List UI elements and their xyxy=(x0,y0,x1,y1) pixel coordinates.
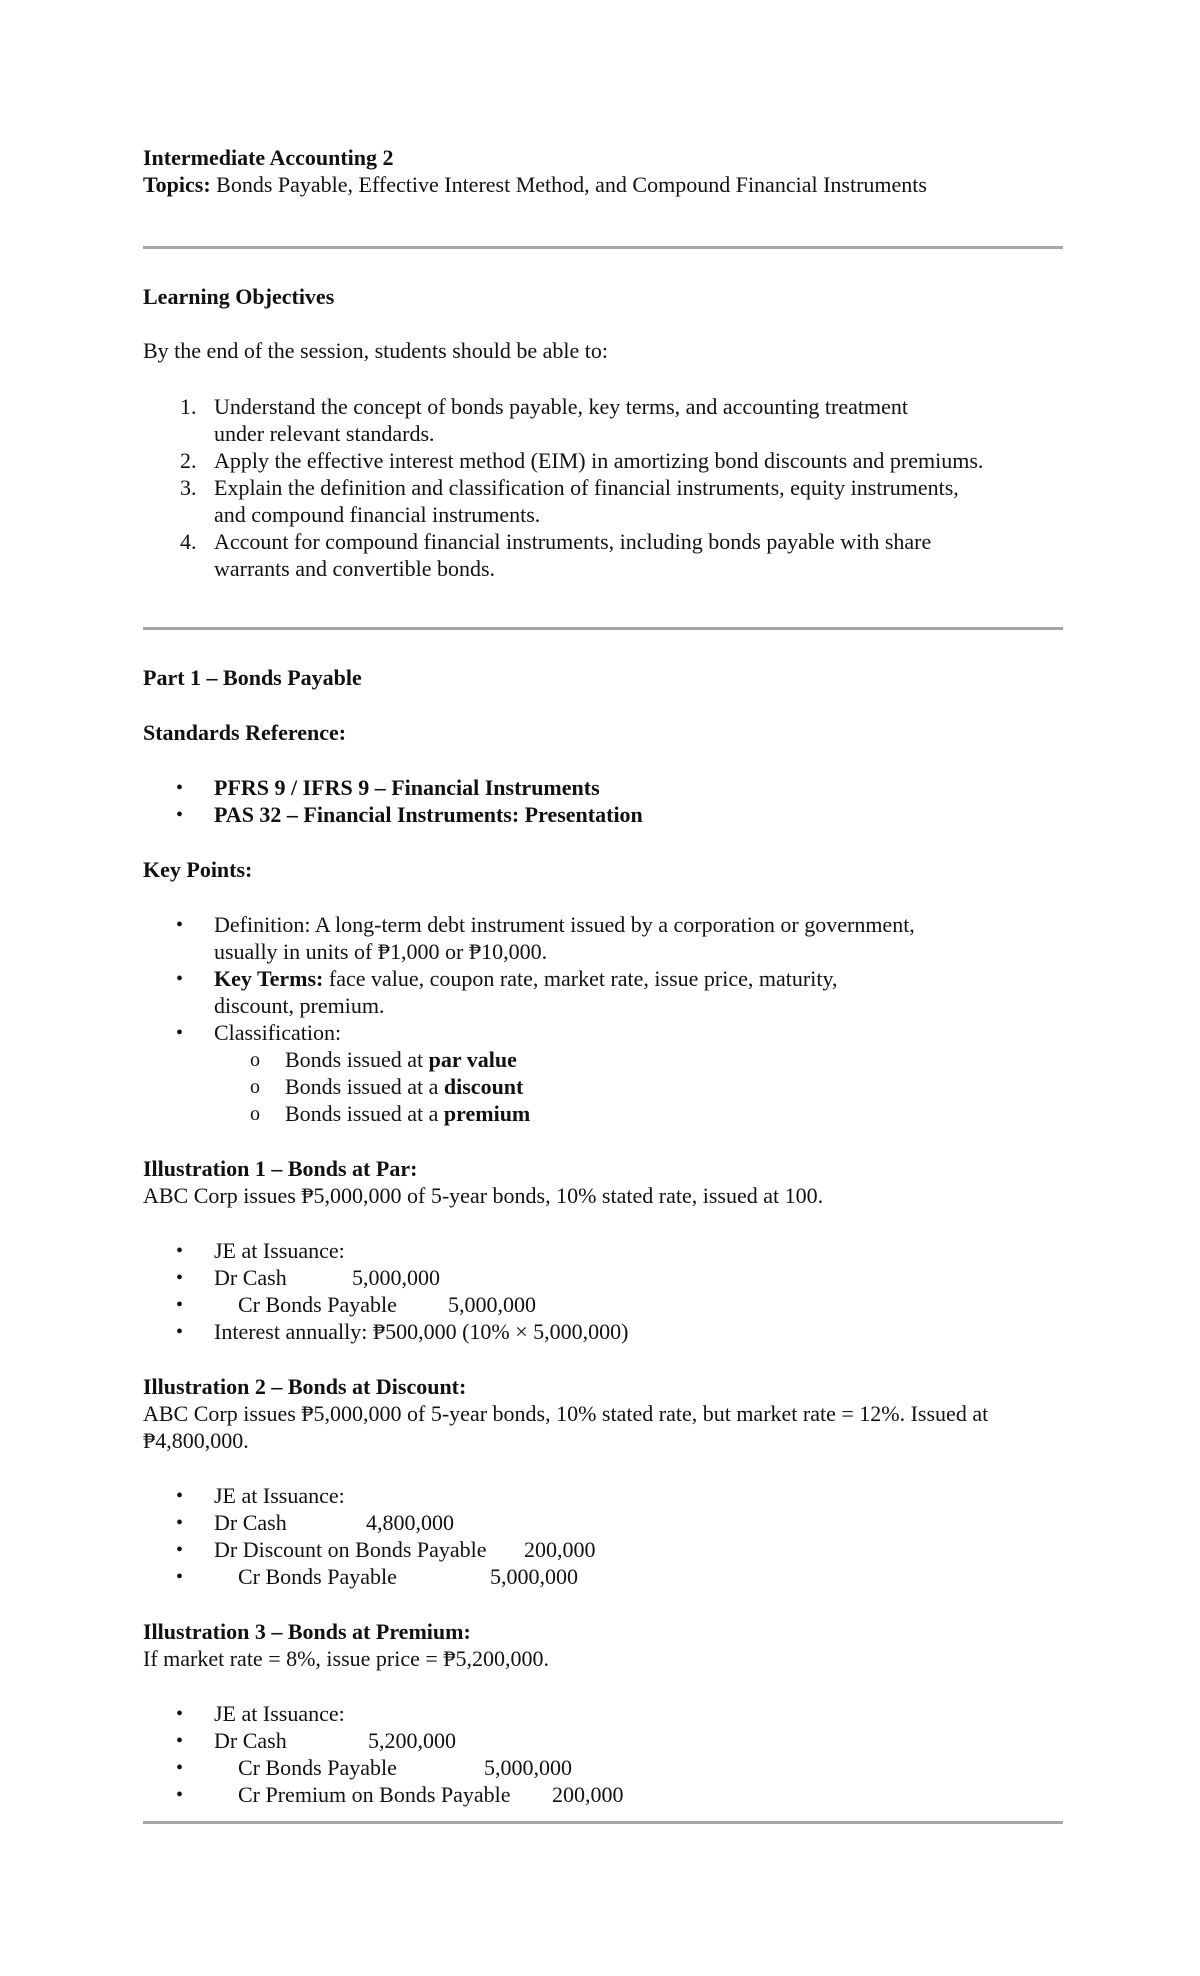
key-terms-line xyxy=(214,966,838,992)
illustration-title: Illustration 1 – Bonds at Par: xyxy=(143,1156,418,1181)
bullet-glyph: • xyxy=(176,968,184,990)
bullet-glyph: • xyxy=(176,1539,184,1561)
objective-line: and compound financial instruments. xyxy=(214,502,541,527)
objective-number: 4. xyxy=(180,529,197,554)
sub-bullet-glyph: o xyxy=(250,1049,260,1071)
definition-line: usually in units of ₱1,000 or ₱10,000. xyxy=(214,939,548,964)
objective-line: Account for compound financial instruments, including bonds payable with share xyxy=(214,529,932,554)
objective-line: warrants and convertible bonds. xyxy=(214,556,496,581)
bullet-glyph: • xyxy=(176,1294,184,1316)
keypoints-title: Key Points: xyxy=(143,857,253,882)
je-amount: 5,200,000 xyxy=(368,1728,456,1753)
je-label: JE at Issuance: xyxy=(214,1483,345,1508)
je-label: JE at Issuance: xyxy=(214,1238,345,1263)
classification-emphasis: discount xyxy=(443,1074,524,1099)
je-account: Dr Cash xyxy=(214,1728,287,1753)
bullet-glyph: • xyxy=(176,1703,184,1725)
je-account: Dr Cash xyxy=(214,1265,287,1290)
bullet-glyph: • xyxy=(176,1240,184,1262)
bullet-glyph: • xyxy=(176,1512,184,1534)
je-account: Dr Discount on Bonds Payable xyxy=(214,1537,487,1562)
classification-item xyxy=(285,1074,523,1100)
objectives-intro: By the end of the session, students should be able to: xyxy=(143,338,608,363)
bullet-glyph: • xyxy=(176,1757,184,1779)
je-account: Cr Bonds Payable xyxy=(238,1292,397,1317)
je-amount: 200,000 xyxy=(524,1537,596,1562)
classification-emphasis: premium xyxy=(443,1101,531,1126)
objective-number: 1. xyxy=(180,394,197,419)
bullet-glyph: • xyxy=(176,914,184,936)
sub-bullet-glyph: o xyxy=(250,1103,260,1125)
je-account: Cr Bonds Payable xyxy=(238,1564,397,1589)
divider xyxy=(143,246,1063,249)
divider xyxy=(143,1821,1063,1824)
bullet-glyph: • xyxy=(176,1321,184,1343)
bullet-glyph: • xyxy=(176,1485,184,1507)
objectives-title: Learning Objectives xyxy=(143,284,335,309)
topics-line xyxy=(143,172,927,198)
standard-item: PFRS 9 / IFRS 9 – Financial Instruments xyxy=(214,775,600,800)
bullet-glyph: • xyxy=(176,1566,184,1588)
objective-line: Explain the definition and classification of financial instruments, equity instruments, xyxy=(214,475,959,500)
bullet-glyph: • xyxy=(176,1730,184,1752)
topics-label: Topics: xyxy=(143,172,211,197)
standard-item: PAS 32 – Financial Instruments: Presentation xyxy=(214,802,643,827)
definition-line: Definition: A long-term debt instrument issued by a corporation or government, xyxy=(214,912,915,937)
classification-prefix: Bonds issued at a xyxy=(285,1101,444,1126)
objective-number: 2. xyxy=(180,448,197,473)
je-account: Dr Cash xyxy=(214,1510,287,1535)
course-title: Intermediate Accounting 2 xyxy=(143,145,394,170)
illustration-title: Illustration 2 – Bonds at Discount: xyxy=(143,1374,467,1399)
illustration-desc: ABC Corp issues ₱5,000,000 of 5-year bonds, 10% stated rate, but market rate = 12%. Issued at xyxy=(143,1401,989,1426)
objective-line: Understand the concept of bonds payable, key terms, and accounting treatment xyxy=(214,394,908,419)
je-account: Cr Bonds Payable xyxy=(238,1755,397,1780)
divider xyxy=(143,627,1063,630)
key-terms-text: face value, coupon rate, market rate, issue price, maturity, xyxy=(323,966,838,991)
topics-text: Bonds Payable, Effective Interest Method, and Compound Financial Instruments xyxy=(216,172,927,197)
classification-label: Classification: xyxy=(214,1020,342,1045)
part1-title: Part 1 – Bonds Payable xyxy=(143,665,362,690)
classification-prefix: Bonds issued at xyxy=(285,1047,429,1072)
je-amount: 200,000 xyxy=(552,1782,624,1807)
objective-line: Apply the effective interest method (EIM) in amortizing bond discounts and premiums. xyxy=(214,448,984,473)
objective-number: 3. xyxy=(180,475,197,500)
standards-title: Standards Reference: xyxy=(143,720,347,745)
classification-item xyxy=(285,1047,517,1073)
je-amount: 5,000,000 xyxy=(484,1755,572,1780)
classification-item xyxy=(285,1101,530,1127)
je-label: JE at Issuance: xyxy=(214,1701,345,1726)
sub-bullet-glyph: o xyxy=(250,1076,260,1098)
bullet-glyph: • xyxy=(176,1784,184,1806)
bullet-glyph: • xyxy=(176,1022,184,1044)
bullet-glyph: • xyxy=(176,777,184,799)
interest-note: Interest annually: ₱500,000 (10% × 5,000,000) xyxy=(214,1319,629,1344)
bullet-glyph: • xyxy=(176,1267,184,1289)
bullet-glyph: • xyxy=(176,804,184,826)
je-account: Cr Premium on Bonds Payable xyxy=(238,1782,511,1807)
illustration-desc: If market rate = 8%, issue price = ₱5,200,000. xyxy=(143,1646,550,1671)
illustration-desc: ₱4,800,000. xyxy=(143,1428,249,1453)
je-amount: 5,000,000 xyxy=(448,1292,536,1317)
classification-prefix: Bonds issued at a xyxy=(285,1074,444,1099)
je-amount: 5,000,000 xyxy=(490,1564,578,1589)
illustration-title: Illustration 3 – Bonds at Premium: xyxy=(143,1619,471,1644)
objective-line: under relevant standards. xyxy=(214,421,435,446)
key-terms-label: Key Terms: xyxy=(214,966,324,991)
je-amount: 4,800,000 xyxy=(366,1510,454,1535)
classification-emphasis: par value xyxy=(428,1047,517,1072)
key-terms-line: discount, premium. xyxy=(214,993,385,1018)
je-amount: 5,000,000 xyxy=(352,1265,440,1290)
illustration-desc: ABC Corp issues ₱5,000,000 of 5-year bonds, 10% stated rate, issued at 100. xyxy=(143,1183,824,1208)
